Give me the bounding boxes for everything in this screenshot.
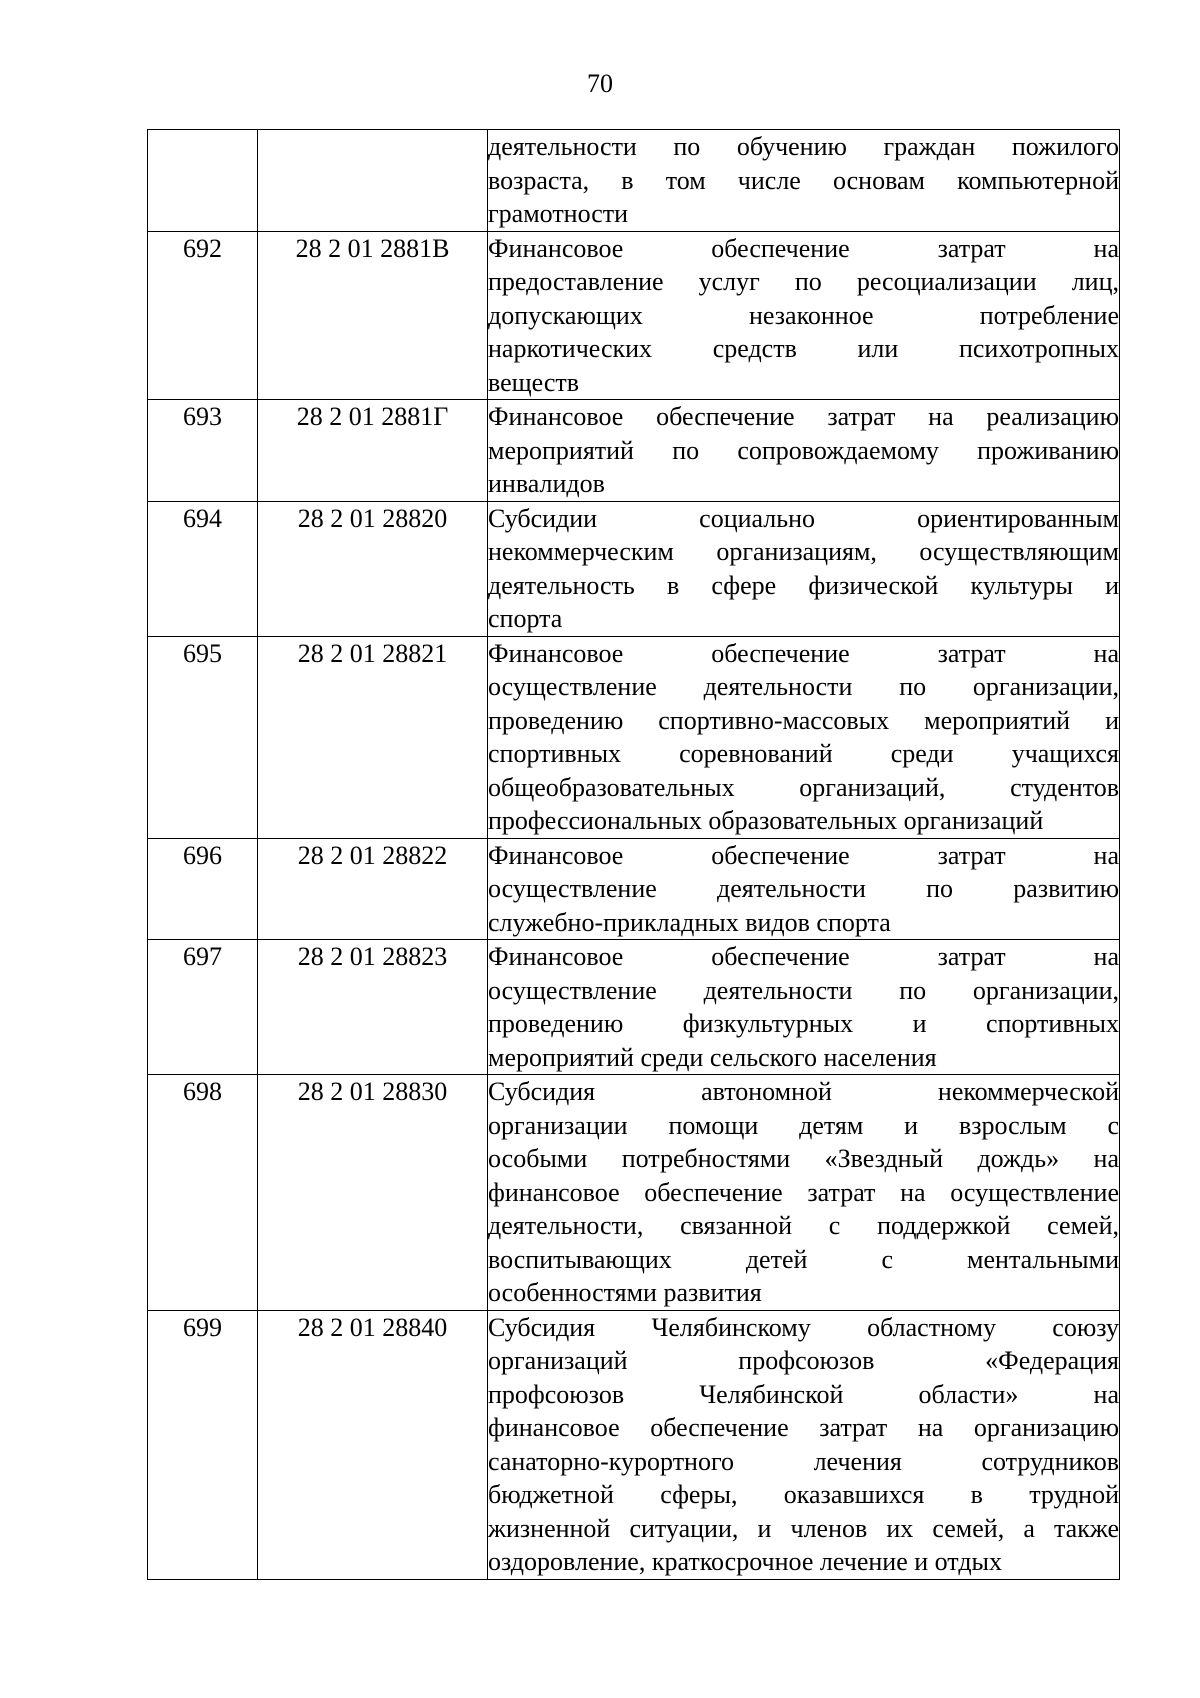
- table-row: [148, 400, 1120, 502]
- description-line: проведению спортивно-массовых мероприятий и: [488, 705, 1119, 735]
- description-cell: [488, 1310, 1120, 1579]
- row-number-cell: 694: [148, 501, 258, 636]
- description-line: Субсидии социально ориентированным: [488, 503, 1119, 533]
- description-line: деятельности по обучению граждан пожилого: [488, 132, 1119, 161]
- description-line: служебно-прикладных видов спорта: [488, 907, 891, 937]
- description-cell: [488, 501, 1120, 636]
- row-number-cell: 692: [148, 231, 258, 400]
- description-line: профсоюзов Челябинской области» на: [488, 1379, 1119, 1409]
- description-line: предоставление услуг по ресоциализации лиц,: [488, 267, 1119, 296]
- row-number-cell: [148, 130, 258, 232]
- description-line: возраста, в том числе основам компьютерной: [488, 165, 1119, 195]
- description-cell: [488, 231, 1120, 400]
- row-number-cell: 696: [148, 838, 258, 940]
- description-cell: [488, 838, 1120, 940]
- budget-code-cell: 28 2 01 2881Г: [258, 400, 488, 502]
- description-line: осуществление деятельности по организации,: [488, 975, 1119, 1005]
- budget-code-cell: 28 2 01 28823: [258, 940, 488, 1075]
- description-line: мероприятий по сопровождаемому проживанию: [488, 435, 1119, 465]
- table-row: [148, 1310, 1120, 1579]
- description-line: инвалидов: [488, 469, 605, 498]
- table-row: [148, 130, 1120, 232]
- table-row: [148, 231, 1120, 400]
- description-cell: [488, 400, 1120, 502]
- description-line: веществ: [488, 367, 580, 397]
- description-line: Субсидия Челябинскому областному союзу: [488, 1312, 1119, 1342]
- description-line: грамотности: [488, 199, 629, 228]
- table-row: [148, 636, 1120, 838]
- description-line: воспитывающих детей с ментальными: [488, 1244, 1119, 1274]
- description-line: особенностями развития: [488, 1278, 762, 1307]
- description-line: мероприятий среди сельского населения: [488, 1042, 937, 1072]
- budget-code-cell: 28 2 01 28822: [258, 838, 488, 940]
- table-row: [148, 838, 1120, 940]
- description-line: спортивных соревнований среди учащихся: [488, 739, 1119, 768]
- budget-code-cell: [258, 130, 488, 232]
- table-row: [148, 940, 1120, 1075]
- budget-code-cell: 28 2 01 2881В: [258, 231, 488, 400]
- description-line: допускающих незаконное потребление: [488, 300, 1119, 330]
- description-line: организаций профсоюзов «Федерация: [488, 1346, 1119, 1375]
- description-line: деятельность в сфере физической культуры и: [488, 570, 1119, 600]
- row-number-cell: 693: [148, 400, 258, 502]
- description-line: общеобразовательных организаций, студентов: [488, 772, 1119, 802]
- description-line: Финансовое обеспечение затрат на: [488, 942, 1119, 971]
- description-line: Финансовое обеспечение затрат на реализацию: [488, 402, 1119, 431]
- description-line: бюджетной сферы, оказавшихся в трудной: [488, 1480, 1119, 1509]
- description-line: спорта: [488, 604, 563, 633]
- description-line: осуществление деятельности по развитию: [488, 874, 1119, 903]
- description-line: финансовое обеспечение затрат на осуществление: [488, 1177, 1119, 1207]
- description-line: осуществление деятельности по организации,: [488, 672, 1119, 701]
- description-line: Финансовое обеспечение затрат на: [488, 840, 1119, 870]
- description-line: Финансовое обеспечение затрат на: [488, 638, 1119, 668]
- budget-code-cell: 28 2 01 28840: [258, 1310, 488, 1579]
- description-line: профессиональных образовательных организаций: [488, 806, 1044, 835]
- row-number-cell: 697: [148, 940, 258, 1075]
- description-line: Финансовое обеспечение затрат на: [488, 233, 1119, 263]
- description-line: наркотических средств или психотропных: [488, 334, 1119, 363]
- description-line: жизненной ситуации, и членов их семей, а также: [488, 1513, 1119, 1543]
- description-line: организации помощи детям и взрослым с: [488, 1110, 1119, 1140]
- description-cell: [488, 1075, 1120, 1311]
- budget-code-cell: 28 2 01 28821: [258, 636, 488, 838]
- description-cell: [488, 940, 1120, 1075]
- page-number: 70: [587, 69, 613, 98]
- description-cell: [488, 130, 1120, 232]
- description-line: проведению физкультурных и спортивных: [488, 1009, 1119, 1038]
- description-line: санаторно-курортного лечения сотрудников: [488, 1446, 1119, 1476]
- budget-code-cell: 28 2 01 28820: [258, 501, 488, 636]
- table-body: [148, 130, 1120, 1580]
- description-line: деятельности, связанной с поддержкой семей,: [488, 1211, 1119, 1240]
- budget-code-cell: 28 2 01 28830: [258, 1075, 488, 1311]
- description-line: финансовое обеспечение затрат на организацию: [488, 1413, 1119, 1442]
- description-cell: [488, 636, 1120, 838]
- description-line: Субсидия автономной некоммерческой: [488, 1077, 1119, 1106]
- table-row: [148, 501, 1120, 636]
- row-number-cell: 699: [148, 1310, 258, 1579]
- row-number-cell: 698: [148, 1075, 258, 1311]
- description-line: особыми потребностями «Звездный дождь» на: [488, 1144, 1119, 1173]
- table-row: [148, 1075, 1120, 1311]
- budget-classification-table: [147, 129, 1120, 1580]
- description-line: оздоровление, краткосрочное лечение и отдых: [488, 1547, 1003, 1576]
- row-number-cell: 695: [148, 636, 258, 838]
- description-line: некоммерческим организациям, осуществляющим: [488, 537, 1119, 566]
